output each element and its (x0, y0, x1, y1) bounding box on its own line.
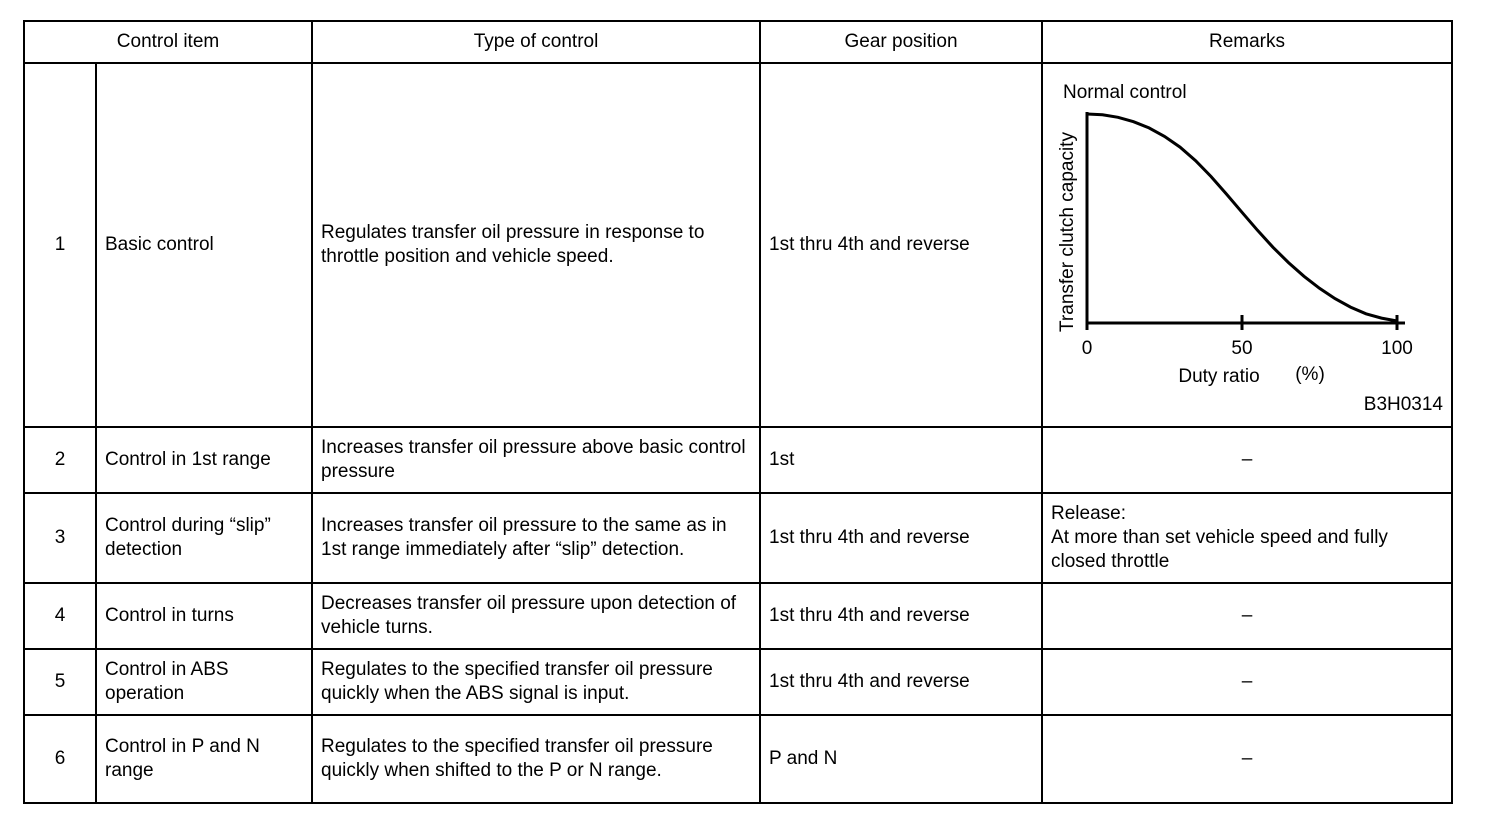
header-gear-position: Gear position (760, 21, 1042, 63)
table-header-row (24, 21, 1452, 63)
control-item: Basic control (96, 63, 312, 427)
control-item: Control in P and N range (96, 715, 312, 803)
chart-series-points (1087, 114, 1397, 321)
type-of-control: Decreases transfer oil pressure upon detection of vehicle turns. (312, 583, 760, 649)
chart-y-axis-label: Transfer clutch capacity (1057, 132, 1079, 332)
x-tick-label: 50 (1231, 338, 1253, 359)
row-number: 5 (24, 649, 96, 715)
gear-position: 1st thru 4th and reverse (760, 63, 1042, 427)
gear-position: 1st thru 4th and reverse (760, 649, 1042, 715)
remarks-chart-cell (1042, 63, 1452, 427)
table-row (24, 649, 1452, 715)
gear-position: P and N (760, 715, 1042, 803)
header-remarks: Remarks (1042, 21, 1452, 63)
table-row (24, 427, 1452, 493)
type-of-control: Increases transfer oil pressure above basic control pressure (312, 427, 760, 493)
gear-position: 1st thru 4th and reverse (760, 583, 1042, 649)
row-number: 1 (24, 63, 96, 427)
remarks: – (1042, 427, 1452, 493)
remarks-release-title: Release: (1051, 503, 1127, 524)
normal-control-chart (1043, 64, 1451, 426)
row-number: 2 (24, 427, 96, 493)
type-of-control: Regulates to the specified transfer oil pressure quickly when the ABS signal is input. (312, 649, 760, 715)
gear-position: 1st (760, 427, 1042, 493)
chart-title: Normal control (1063, 82, 1187, 103)
control-item: Control during “slip” detection (96, 493, 312, 583)
x-tick-label: 0 (1081, 338, 1093, 359)
row-number: 4 (24, 583, 96, 649)
chart-x-axis-label: Duty ratio (1178, 366, 1260, 387)
type-of-control: Regulates to the specified transfer oil pressure quickly when shifted to the P or N range. (312, 715, 760, 803)
control-table-sheet (23, 20, 1451, 802)
row-number: 6 (24, 715, 96, 803)
remarks: – (1042, 649, 1452, 715)
table-row (24, 715, 1452, 803)
chart-series-line (1087, 114, 1397, 321)
type-of-control: Regulates transfer oil pressure in response to throttle position and vehicle speed. (312, 63, 760, 427)
x-tick-label: 100 (1381, 338, 1413, 359)
chart-x-axis-unit: (%) (1295, 364, 1325, 385)
control-item: Control in 1st range (96, 427, 312, 493)
table-row (24, 583, 1452, 649)
remarks (1042, 493, 1452, 583)
control-item: Control in ABS operation (96, 649, 312, 715)
figure-code: B3H0314 (1363, 394, 1444, 415)
row-number: 3 (24, 493, 96, 583)
header-type-of-control: Type of control (312, 21, 760, 63)
control-item: Control in turns (96, 583, 312, 649)
header-control-item: Control item (24, 21, 312, 63)
transfer-control-table (23, 20, 1453, 804)
remarks: – (1042, 583, 1452, 649)
gear-position: 1st thru 4th and reverse (760, 493, 1042, 583)
remarks-release-text: At more than set vehicle speed and fully closed throttle (1051, 527, 1388, 572)
table-row (24, 493, 1452, 583)
remarks: – (1042, 715, 1452, 803)
table-row (24, 63, 1452, 427)
type-of-control: Increases transfer oil pressure to the same as in 1st range immediately after “slip” detection. (312, 493, 760, 583)
